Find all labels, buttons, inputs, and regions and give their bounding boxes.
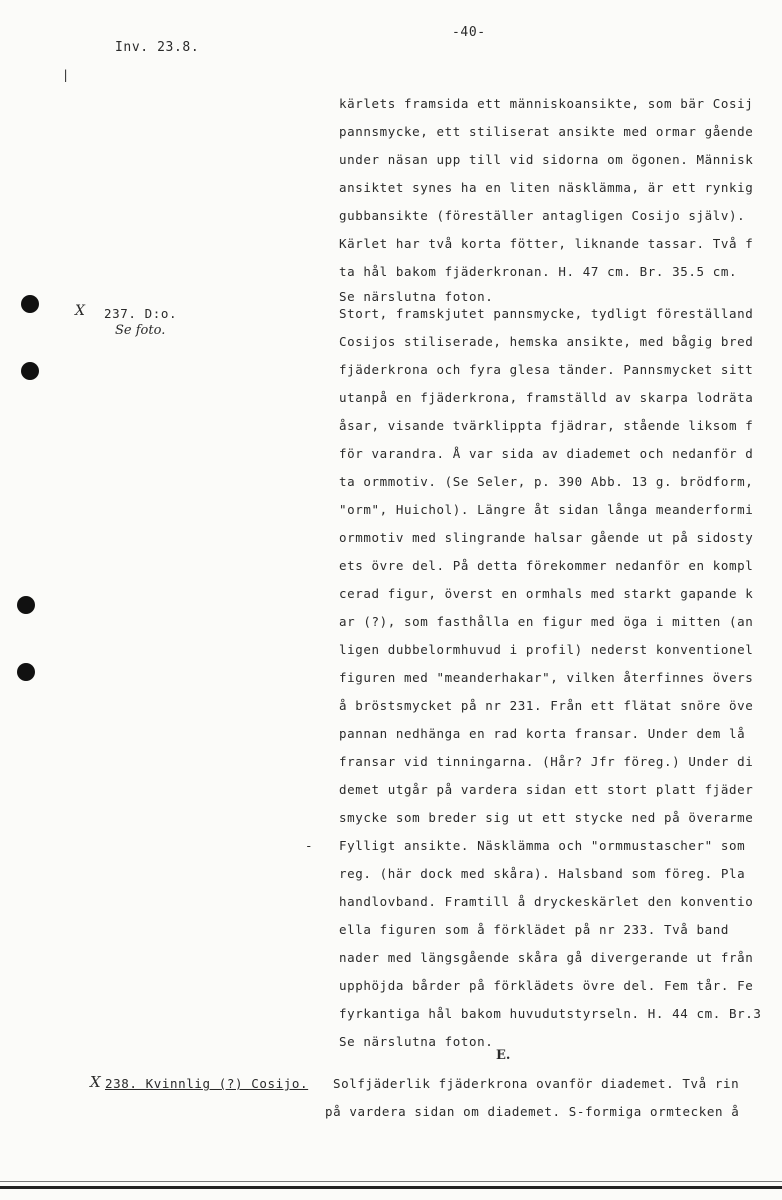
entry-237-label: 237. D:o. xyxy=(104,306,178,321)
text-line: gubbansikte (föreställer antagligen Cosijo själv). xyxy=(339,208,746,223)
entry-238-label: 238. Kvinnlig (?) Cosijo. xyxy=(105,1076,309,1091)
text-line: "orm", Huichol). Längre åt sidan långa meanderformi xyxy=(339,502,754,517)
text-line: kärlets framsida ett människoansikte, som bär Cosij xyxy=(339,96,754,111)
text-line: ella figuren som å förklädet på nr 233. Två band xyxy=(339,922,730,937)
text-line: under näsan upp till vid sidorna om ögonen. Människ xyxy=(339,152,754,167)
margin-dash: - xyxy=(305,838,314,853)
text-line: å bröstsmycket på nr 231. Från ett flätat snöre öve xyxy=(339,698,754,713)
text-line: Cosijos stiliserade, hemska ansikte, med bågig bred xyxy=(339,334,754,349)
text-line: pannan nedhänga en rad korta fransar. Under dem lå xyxy=(339,726,746,741)
margin-tick: | xyxy=(62,68,70,82)
text-line: ormmotiv med slingrande halsar gående ut på sidosty xyxy=(339,530,754,545)
entry-238-check-mark: X xyxy=(90,1073,101,1091)
text-line: för varandra. Å var sida av diademet och nedanför d xyxy=(339,446,754,461)
text-line: ar (?), som fasthålla en figur med öga i mitten (an xyxy=(339,614,754,629)
page-edge-line xyxy=(0,1181,782,1182)
text-line: Se närslutna foton. xyxy=(339,289,494,304)
text-line: på vardera sidan om diademet. S-formiga ormtecken å xyxy=(325,1104,740,1119)
text-line: fjäderkrona och fyra glesa tänder. Pannsmycket sitt xyxy=(339,362,754,377)
text-line: smycke som breder sig ut ett stycke ned på överarme xyxy=(339,810,754,825)
text-line: Stort, framskjutet pannsmycke, tydligt föreställand xyxy=(339,306,754,321)
text-line: fyrkantiga hål bakom huvudutstyrseln. H. 44 cm. Br.3 xyxy=(339,1006,762,1021)
punch-hole xyxy=(17,663,35,681)
page-number: -40- xyxy=(452,25,486,40)
text-line: pannsmycke, ett stiliserat ansikte med ormar gående xyxy=(339,124,754,139)
text-line: ligen dubbelormhuvud i profil) nederst konventionel xyxy=(339,642,754,657)
entry-237-end-mark: E. xyxy=(496,1048,511,1063)
text-line: upphöjda bårder på förklädets övre del. Fem tår. Fe xyxy=(339,978,754,993)
text-line: ets övre del. På detta förekommer nedanför en kompl xyxy=(339,558,754,573)
text-line: cerad figur, överst en ormhals med starkt gapande k xyxy=(339,586,754,601)
text-line: utanpå en fjäderkrona, framställd av skarpa lodräta xyxy=(339,390,754,405)
text-line: ta ormmotiv. (Se Seler, p. 390 Abb. 13 g. brödform, xyxy=(339,474,754,489)
text-line: demet utgår på vardera sidan ett stort platt fjäder xyxy=(339,782,754,797)
text-line: ta hål bakom fjäderkronan. H. 47 cm. Br. 35.5 cm. xyxy=(339,264,738,279)
text-line: åsar, visande tvärklippta fjädrar, stående liksom f xyxy=(339,418,754,433)
entry-237-note: Se foto. xyxy=(115,323,166,338)
punch-hole xyxy=(17,596,35,614)
text-line: Kärlet har två korta fötter, liknande tassar. Två f xyxy=(339,236,754,251)
text-line: handlovband. Framtill å dryckeskärlet den konventio xyxy=(339,894,754,909)
text-line: fransar vid tinningarna. (Hår? Jfr föreg.) Under di xyxy=(339,754,754,769)
text-line: Se närslutna foton. xyxy=(339,1034,494,1049)
text-line: Solfjäderlik fjäderkrona ovanför diademet. Två rin xyxy=(333,1076,740,1091)
punch-hole xyxy=(21,295,39,313)
page-edge-line xyxy=(0,1186,782,1189)
punch-hole xyxy=(21,362,39,380)
text-line: Fylligt ansikte. Näsklämma och "ormmustascher" som xyxy=(339,838,746,853)
text-line: nader med längsgående skåra gå divergerande ut från xyxy=(339,950,754,965)
text-line: figuren med "meanderhakar", vilken återfinnes övers xyxy=(339,670,754,685)
text-line: ansiktet synes ha en liten näsklämma, är ett rynkig xyxy=(339,180,754,195)
inventory-number: Inv. 23.8. xyxy=(115,40,200,55)
text-line: reg. (här dock med skåra). Halsband som föreg. Pla xyxy=(339,866,746,881)
entry-237-check-mark: X xyxy=(75,303,85,319)
